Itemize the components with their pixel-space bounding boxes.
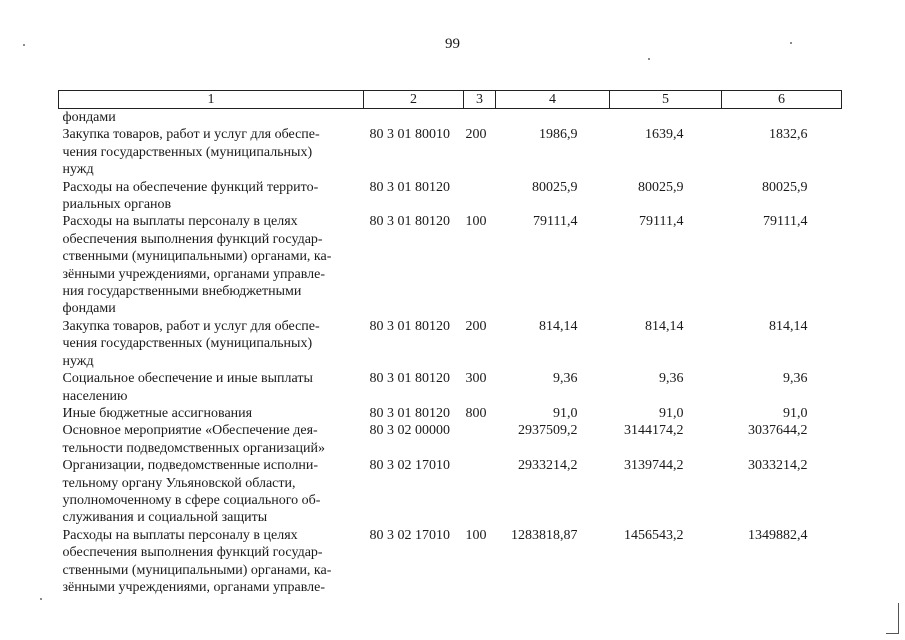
row-code: 80 3 01 80120 <box>369 371 450 387</box>
page-number: 99 <box>445 36 460 52</box>
row-expense-type <box>464 422 496 457</box>
scan-speck <box>23 44 25 46</box>
budget-table <box>58 90 842 596</box>
table-row <box>59 457 842 527</box>
row-value-4: 79111,4 <box>533 214 578 230</box>
row-expense-type: 200 <box>465 318 487 334</box>
column-header-2: 2 <box>364 91 464 109</box>
scan-speck <box>648 58 650 60</box>
row-name: Социальное обеспечение и иные выплаты населению <box>62 371 313 404</box>
table-row <box>59 126 842 178</box>
row-expense-type: 100 <box>465 527 487 543</box>
row-name: Закупка товаров, работ и услуг для обеспе- чения государственных (муниципальных) нужд <box>62 127 320 178</box>
row-name: Расходы на выплаты персоналу в целях обеспечения выполнения функций государ- ственными (муниципальными) органами, ка- зёнными учреждениями, органами управле- ния государственными внебюджетными фондами <box>62 214 332 317</box>
row-name: Иные бюджетные ассигнования <box>62 405 253 421</box>
table-row <box>59 213 842 317</box>
row-code: 80 3 01 80120 <box>369 318 450 334</box>
row-name: фондами <box>62 110 116 125</box>
row-value-5: 1639,4 <box>645 127 684 143</box>
row-value-4: 814,14 <box>539 318 578 334</box>
row-code <box>364 109 464 127</box>
table-row <box>59 318 842 370</box>
row-value-5: 814,14 <box>645 318 684 334</box>
row-value-5: 9,36 <box>659 371 684 387</box>
row-value-4: 80025,9 <box>532 179 578 195</box>
row-value-5: 3139744,2 <box>624 458 684 474</box>
row-value-4: 1283818,87 <box>511 527 578 543</box>
row-value-6: 3037644,2 <box>748 423 808 439</box>
column-header-6: 6 <box>722 91 842 109</box>
column-header-3: 3 <box>464 91 496 109</box>
row-value-6: 1349882,4 <box>748 527 808 543</box>
row-value-4: 2937509,2 <box>518 423 578 439</box>
row-value-6: 814,14 <box>769 318 808 334</box>
row-value-4: 1986,9 <box>539 127 578 143</box>
row-value-6: 1832,6 <box>769 127 808 143</box>
row-code: 80 3 01 80010 <box>369 127 450 143</box>
row-expense-type <box>464 179 496 214</box>
row-expense-type: 100 <box>465 214 487 230</box>
row-value-4: 9,36 <box>553 371 578 387</box>
row-expense-type <box>464 457 496 527</box>
row-code: 80 3 02 17010 <box>369 458 450 474</box>
row-expense-type <box>464 109 496 127</box>
table-row <box>59 527 842 597</box>
column-header-5: 5 <box>610 91 722 109</box>
row-value-6: 91,0 <box>783 405 808 421</box>
row-value-6: 79111,4 <box>763 214 808 230</box>
row-value-5 <box>610 109 722 127</box>
table-row <box>59 109 842 127</box>
row-code: 80 3 02 17010 <box>369 527 450 543</box>
row-value-4: 91,0 <box>553 405 578 421</box>
row-value-5: 91,0 <box>659 405 684 421</box>
table-row <box>59 179 842 214</box>
row-value-4 <box>496 109 610 127</box>
row-name: Организации, подведомственные исполни- тельному органу Ульяновской области, уполномоченному в сфере социального об- служивания и социальной защиты <box>62 458 321 526</box>
column-header-4: 4 <box>496 91 610 109</box>
row-value-5: 3144174,2 <box>624 423 684 439</box>
row-value-6 <box>722 109 842 127</box>
row-value-6: 80025,9 <box>762 179 808 195</box>
row-code: 80 3 01 80120 <box>369 179 450 195</box>
table-row <box>59 370 842 405</box>
row-name: Основное мероприятие «Обеспечение дея- тельности подведомственных организаций» <box>62 423 325 456</box>
table-body <box>59 109 842 597</box>
row-value-5: 80025,9 <box>638 179 684 195</box>
scan-speck <box>790 42 792 44</box>
row-value-5: 1456543,2 <box>624 527 684 543</box>
table-row <box>59 422 842 457</box>
row-code: 80 3 02 00000 <box>369 423 450 439</box>
row-value-6: 3033214,2 <box>748 458 808 474</box>
row-name: Расходы на обеспечение функций террито- риальных органов <box>62 179 319 213</box>
row-expense-type: 300 <box>465 371 487 387</box>
scan-corner-mark <box>886 603 899 634</box>
row-expense-type: 200 <box>465 127 487 143</box>
table-header-row <box>59 91 842 109</box>
row-name: Закупка товаров, работ и услуг для обеспе- чения государственных (муниципальных) нужд <box>62 318 320 369</box>
row-value-6: 9,36 <box>783 371 808 387</box>
column-header-1: 1 <box>59 91 364 109</box>
row-code: 80 3 01 80120 <box>369 214 450 230</box>
row-value-4: 2933214,2 <box>518 458 578 474</box>
row-code: 80 3 01 80120 <box>369 405 450 421</box>
row-expense-type: 800 <box>465 405 487 421</box>
row-value-5: 79111,4 <box>639 214 684 230</box>
table-row <box>59 405 842 422</box>
row-name: Расходы на выплаты персоналу в целях обеспечения выполнения функций государ- ственными (муниципальными) органами, ка- зёнными учреждениями, органами управле- <box>62 527 332 595</box>
scan-speck <box>40 598 42 600</box>
